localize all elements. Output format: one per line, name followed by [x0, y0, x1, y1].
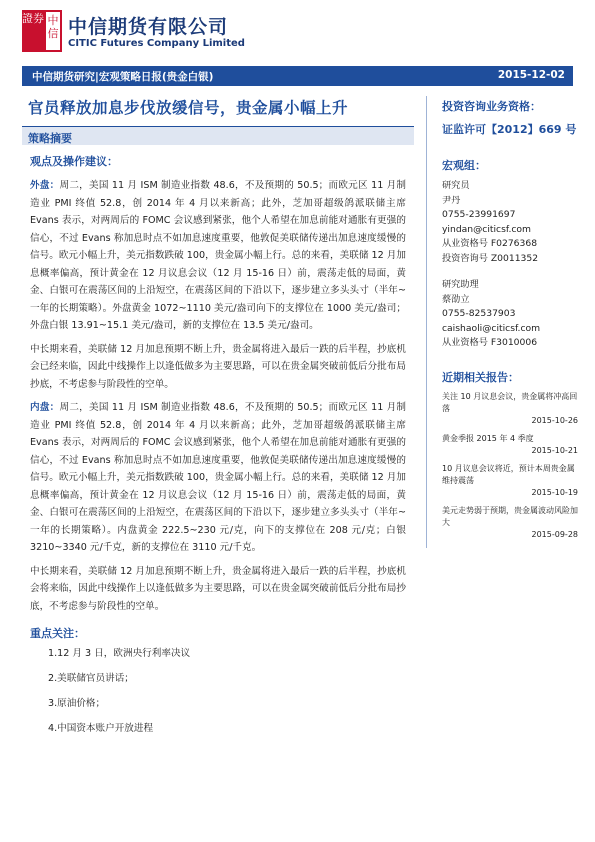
logo-seal-left: 證券: [22, 10, 44, 52]
analyst-phone: 0755-23991697: [442, 209, 516, 220]
report-date: 2015-09-28: [531, 529, 578, 539]
focus-heading: 重点关注：: [30, 627, 85, 640]
focus-item: 2.美联储官员讲话；: [48, 673, 134, 684]
report-title: 黄金季报 2015 年 4 季度: [442, 433, 534, 443]
paragraph-text: 中长期来看，美联储 12 月加息预期不断上升，贵金属将进入最后一跌的后半程，抄底机会将来临，因此中线操作上以逢低做多为主要思路，可以在贵金属突破前低后分批布局抄底，不考虑参与阶段性的空单。: [30, 565, 406, 612]
company-logo: [22, 10, 62, 52]
sidebar-divider: [426, 96, 427, 548]
main-content: [22, 96, 414, 747]
analyst-role: 研究助理: [442, 279, 479, 290]
logo-seal-right: 中信: [44, 10, 62, 52]
focus-item: 3.原油价格；: [48, 698, 106, 709]
report-date: 2015-10-26: [531, 415, 578, 425]
report-banner: [22, 66, 573, 86]
team-heading: 宏观组：: [442, 159, 486, 172]
analyst-card: [442, 179, 582, 266]
license-heading: 投资咨询业务资格：: [442, 100, 541, 113]
report-item[interactable]: [442, 391, 582, 427]
paragraph-domestic: [30, 399, 406, 557]
analyst-phone: 0755-82537903: [442, 308, 516, 319]
focus-item: 4.中国资本账户开放进程: [48, 723, 154, 734]
license-number: 证监许可【2012】669 号: [442, 123, 577, 136]
analyst-role: 研究员: [442, 180, 470, 191]
report-title: 美元走势弱于预期，贵金属波动风险加大: [442, 505, 578, 527]
report-item[interactable]: [442, 433, 582, 457]
analyst-advisory-id: 投资咨询号 Z0011352: [442, 252, 539, 264]
analyst-license: 从业资格号 F0276368: [442, 238, 538, 249]
focus-list: [48, 647, 414, 736]
report-title: 10 月议息会议将近，预计本周贵金属维持震荡: [442, 463, 575, 485]
report-date: 2015-10-21: [531, 445, 578, 455]
paragraph-lead: 外盘：: [30, 180, 60, 191]
analyst-email[interactable]: yindan@citicsf.com: [442, 223, 531, 235]
summary-label: 策略摘要: [28, 132, 72, 145]
paragraph-text: 周二，美国 11 月 ISM 制造业指数 48.6，不及预期的 50.5；而欧元区 11 月制造业 PMI 终值 52.8，创 2014 年 4 月以来新高；此外，芝加哥超级鸽派联储主席 Evans 表示，对两周后的 FOMC 会议感到紧张，他个人希望在加息前能对通胀有更强的信心，不过 Evans 称加息时点不如加息速度重要，他敦促美联储传递出加息速度缓慢的信号。欧元小幅上升，美元指数跌破 100，贵金属小幅上行。总的来看，美联储 12 月加息概率偏高，预计黄金在 12 月议息会议（12 月 15-16 日）前，震荡走低的局面，黄金、白银可在震荡区间的上沿短空，在震荡区间的下沿以下，逐步建立多头头寸（半年~一年的长期策略）。内盘黄金 222.5~230 元/克，向下的支撑位在 208 元/克；白银 3210~3340 元/千克，新的支撑位在 3110 元/千克。: [30, 402, 407, 553]
paragraph-text: 中长期来看，美联储 12 月加息预期不断上升，贵金属将进入最后一跌的后半程，抄底机会已经来临，因此中线操作上以逢低做多为主要思路，可以在贵金属突破前低后分批布局抄底，不考虑参与阶段性的空单。: [30, 343, 406, 390]
company-name-cn: 中信期货有限公司: [68, 16, 229, 38]
report-item[interactable]: [442, 463, 582, 499]
paragraph-lead: 内盘：: [30, 402, 60, 413]
analyst-card: [442, 278, 582, 351]
analyst-name: 蔡劭立: [442, 293, 470, 305]
paragraph-external-longterm: [30, 341, 406, 394]
analyst-email[interactable]: caishaoli@citicsf.com: [442, 322, 541, 334]
paragraph-external: [30, 177, 406, 335]
report-title: 关注 10 月议息会议，贵金属将冲高回落: [442, 391, 578, 413]
report-date: 2015-12-02: [497, 69, 565, 81]
summary-bar: [22, 126, 414, 145]
company-name-en: CITIC Futures Company Limited: [68, 38, 245, 49]
analyst-license: 从业资格号 F3010006: [442, 337, 538, 348]
reports-heading: 近期相关报告：: [442, 370, 519, 384]
report-item[interactable]: [442, 505, 582, 541]
focus-item: 1.12 月 3 日，欧洲央行利率决议: [48, 648, 191, 659]
sidebar: [442, 98, 582, 541]
views-heading: 观点及操作建议：: [30, 155, 118, 168]
page-title: 官员释放加息步伐放缓信号，贵金属小幅上升: [28, 99, 349, 117]
report-series: 中信期货研究|宏观策略日报(贵金白银): [32, 71, 214, 83]
analyst-name: 尹丹: [442, 194, 461, 206]
paragraph-domestic-longterm: [30, 563, 406, 616]
paragraph-text: 周二，美国 11 月 ISM 制造业指数 48.6，不及预期的 50.5；而欧元区 11 月制造业 PMI 终值 52.8，创 2014 年 4 月以来新高；此外，芝加哥超级鸽派联储主席 Evans 表示，对两周后的 FOMC 会议感到紧张，他个人希望在加息前能对通胀有更强的信心，不过 Evans 称加息时点不如加息速度重要，他敦促美联储传递出加息速度缓慢的信号。欧元小幅上升，美元指数跌破 100，贵金属小幅上行。总的来看，美联储 12 月加息概率偏高，预计黄金在 12 月议息会议（12 月 15-16 日）前，震荡走低的局面，黄金、白银可在震荡区间的上沿短空，在震荡区间的下沿以下，逐步建立多头头寸（半年~一年的长期策略）。外盘黄金 1072~1110 美元/盎司向下的支撑位在 1000 美元/盎司；外盘白银 13.91~15.1 美元/盎司，新的支撑位在 13.5 美元/盎司。: [30, 180, 407, 331]
report-date: 2015-10-19: [531, 487, 578, 497]
